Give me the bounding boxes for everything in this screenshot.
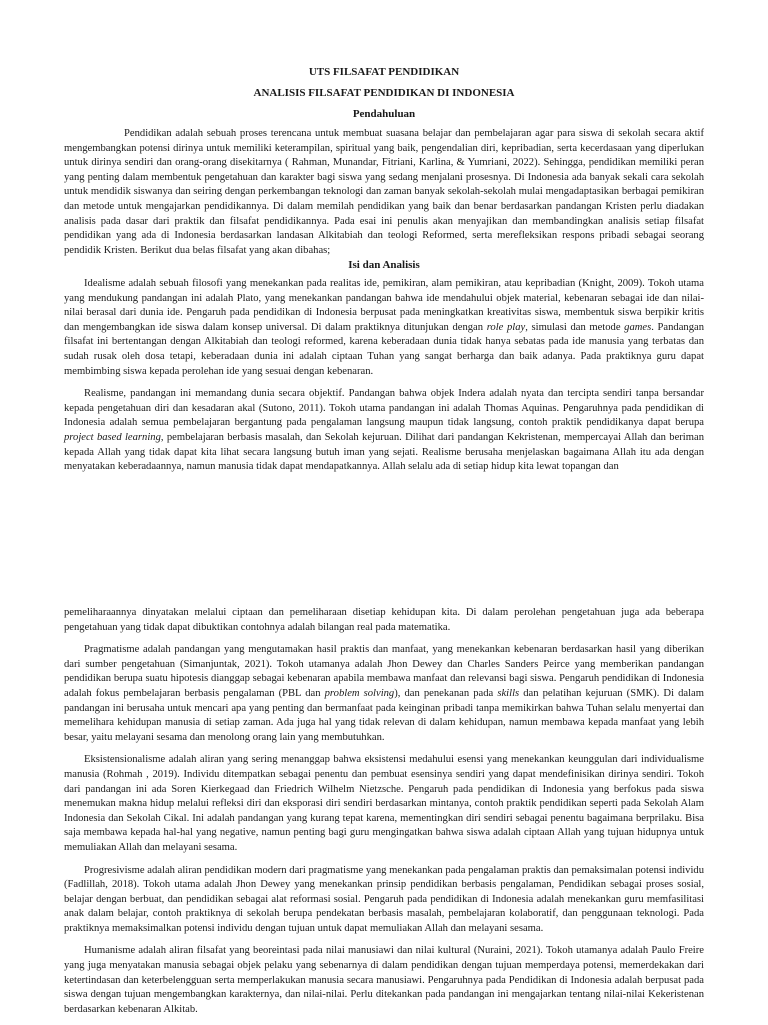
pragmatisme-problem-solving: problem solving (324, 687, 395, 699)
realisme-text-1: Realisme, pandangan ini memandang dunia secara objektif. Pandangan bahwa objek Indera adalah nyata dan tercipta sendiri tanpa bersandar kepada pengetahuan diri dan kesadaran akal (Sutono, 2011). Tokoh utama pandangan ini adalah Thomas Aquinas. Pengaruhnya pada pendidikan di Indonesia adalah semua pembelajaran bergantung pada pengalaman langsung maupun tidak langsung, contoh praktik pendidikanya dapat berupa (64, 388, 704, 429)
paragraph-eksistensialisme: Eksistensionalisme adalah aliran yang sering menanggap bahwa eksistensi medahului esensi yang menekankan keunggulan dari individualisme manusia (Rohmah , 2019). Individu ditempatkan sebagai penentu dan pembuat esensinya sendiri yang dapat mendefinisikan dirinya sendiri. Tokoh dari pandangan ini ada Soren Kierkegaad dan Friedrich Wilhelm Nietzsche. Pengaruh pada pendidikan di Indonesia yang berfokus pada siswa menemukan makna hidup melalui refleksi diri dan eksporasi diri sendiri berdasarkan mintanya, contoh praktik pendidikan seperti pada Sekolah Alam Indonesia dan Sekolah Cikal. Ini adalah pandangan yang kurang tepat karena, mementingkan diri sendiri sebagai penentu bagaimana berprilaku. Bisa saja membawa kepada hal-hal yang negative, namun penting bagi guru mengingatkan bahwa siswa adalah ciptaan Allah yang tujuan hidupnya untuk memuliakan Allah dan melayani sesama. (64, 754, 704, 853)
analysis-block-bottom (64, 606, 704, 1025)
section-heading-intro: Pendahuluan (352, 108, 416, 120)
analysis-block-top (64, 277, 704, 483)
pragmatisme-skills: skills (497, 687, 520, 699)
paragraph-humanisme: Humanisme adalah aliran filsafat yang beoreintasi pada nilai manusiawi dan nilai kultural (Nuraini, 2021). Tokoh utamanya adalah Paulo Freire yang juga menyatakan manusia sebagai objek pelaku yang sebenarnya di dalam pendidikan dengan tujuan memperdaya potensi, memerdekakan dari ketertindasan dan keterbelengguan serta memperlakukan manusia secara manusiawi. Pengaruhnya pada Pendidikan di Indonesia adalah berpusat pada siswa dengan tujuan mengembangkan karakternya, dan nilai-nilai. Perlu ditekankan pada pandangan ini mengajarkan tentang nilai-nilai Kekeristenan berdasarkan kebenaran Alkitab. (64, 945, 704, 1015)
document-subtitle: ANALISIS FILSAFAT PENDIDIKAN DI INDONESIA (253, 87, 515, 99)
idealisme-games: games (624, 321, 652, 333)
pragmatisme-text-3: dan pelatihan kejuruan (SMK). Di dalam pandangan ini berusaha untuk mencari apa yang penting dan bermanfaat pada keinginan pribadi tanpa memikirkan bahwa Tuhan selalu menyertai dan memelihara kehidupan manusia di setiap zaman. Ada juga hal yang tidak relevan di dalam kehidupan, namun membawa kepada manfaat yang lebih besar, yaitu melayani sesama dan menolong orang lain yang membutuhkan. (64, 687, 705, 743)
paragraph-progresivisme: Progresivisme adalah aliran pendidikan modern dari pragmatisme yang menekankan pada pengalaman praktis dan pemaksimalan potensi individu (Fadlillah, 2018). Tokoh utama adalah Jhon Dewey yang menekankan prinsip pendidikan berbasis pengalaman, Pendidikan sebagai proses sosial, belajar dengan berbuat, dan pendidikan sebagai alat reformasi sosial. Pengaruh pada pendidikan di Indonesia adalah menekankan guru memfasilitasi anak dalam belajar, contoh praktiknya di sekolah berupa pendekatan berbasis masalah, pembelajaran kolaboratif, dan penggunaan teknologi. Pada praktiknya memaksimalkan potensi individu dengan tujuan untuk dapat memuliakan Allah dan melayani sesama. (64, 864, 704, 934)
idealisme-text-3: . Pandangan filsafat ini bertentangan dengan Alkitabiah dan teologi reformed, karena keberadaan dunia tidak hanya sebatas pada ide manusia yang terbatas dan sudah rusak oleh dosa tetapi, keberadaan dunia ini adalah ciptaan Tuhan yang sangat berharga dan baik adanya. Pada praktiknya guru dapat membimbing siswa kepada perolehan ide yang sesuai dengan kebenaran. (64, 321, 705, 377)
document-title: UTS FILSAFAT PENDIDIKAN (308, 66, 460, 78)
paragraph-pragmatisme (64, 643, 704, 745)
realisme-text-2: , pembelajaran berbasis masalah, dan Sekolah kejuruan. Dilihat dari pandangan Kekristenan, mempercayai Allah dan beriman kepada Allah yang tidak dapat kita lihat secara langsung butuh iman yang sejati. Realisme berusaha menjelaskan bagaimana Allah itu ada dengan menyatakan keberadaannya, namun manusia tidak dapat mendapatkannya. Allah selalu ada di setiap hidup kita lewat topangan dan (64, 431, 704, 473)
idealisme-text-1: Idealisme adalah sebuah filosofi yang menekankan pada realitas ide, pemikiran, alam pemikiran, atau kepribadian (Knight, 2009). Tokoh utama yang mendukung pandangan ini adalah Plato, yang menekankan pandangan bahwa ide mendahului objek material, kebenaran sebagai ide dan nilai-nilai berasal dari dunia ide. Pengaruh pada pendidikan di Indonesia berpusat pada meningkatkan kreativitas siswa, membentuk siswa berpikir kritis dan mengembangkan ide siswa dalam konsep universal. Di dalam praktiknya ditunjukan dengan (64, 278, 704, 333)
paragraph-realisme (64, 387, 704, 475)
intro-block (64, 127, 704, 266)
intro-paragraph: Pendidikan adalah sebuah proses terencana untuk membuat suasana belajar dan pembelajaran agar para siswa di sekolah secara aktif mengembangkan potensi dirinya untuk memiliki keterampilan, spiritual yang baik, pengendalian diri, kepribadian, serta kecerdasaan yang diperlukan untuk dirinya sendiri dan orang-orang disekitarnya ( Rahman, Munandar, Fitriani, Karlina, & Yumriani, 2022). Sehingga, pendidikan memiliki peran yang penting dalam membentuk pengetahuan dan karakter bagi siswa yang sedang menjalani prosesnya. Di Indonesia ada banyak sekali cara sekolah untuk mendidik siswanya dan seiring dengan perkembangan teknologi dan zaman banyak sekolah-sekolah mulai mengadaptasikan berbagai pemikiran dan metode untuk mengajarkan pendidikannya. Di dalam memilah pendidikan yang baik dan benar berdasarkan pandangan Kristen perlu diadakan analisis pada dasar dari praktik dan filsafat pendidikannya. Pada esai ini penulis akan menyajikan dan membandingkan analisis setiap filsafat pendidikan yang ada di Indonesia berdasarkan landasan Alkitabiah dan teologi Reformed, serta merefleksikan respons pribadi sebagai seorang pendidik Kristen. Berikut dua belas filsafat yang akan dibahas; (64, 128, 704, 256)
section-heading-analysis: Isi dan Analisis (348, 259, 420, 271)
idealisme-text-2: , simulasi dan metode (525, 321, 625, 333)
idealisme-role-play: role play (486, 321, 526, 333)
pragmatisme-text-2: ), dan penekanan pada (394, 687, 498, 699)
paragraph-realisme-continued: pemeliharaannya dinyatakan melalui ciptaan dan pemeliharaan disetiap kehidupan kita. Di dalam perolehan pengetahuan juga ada beberapa pengetahuan yang tidak dapat dibuktikan contohnya adalah bilangan real pada matematika. (64, 607, 704, 633)
pragmatisme-text-1: Pragmatisme adalah pandangan yang mengutamakan hasil praktis dan manfaat, yang menekankan kebenaran berdasarkan hasil yang diberikan dari sumber pengetahuan (Simanjuntak, 2021). Tokoh utamanya adalah Jhon Dewey dan Charles Sanders Peirce yang memberikan pandangan pendidikan berupa suatu hipotesis dianggap sebagai kebenaran apabila membawa manfaat dan relevansi bagi siswa. Pengaruh pendidikan di Indonesia adalah fokus pembelajaran berbasis pengalaman (PBL dan (64, 644, 704, 699)
realisme-pbl: project based learning (64, 431, 161, 443)
paragraph-idealisme (64, 277, 704, 379)
